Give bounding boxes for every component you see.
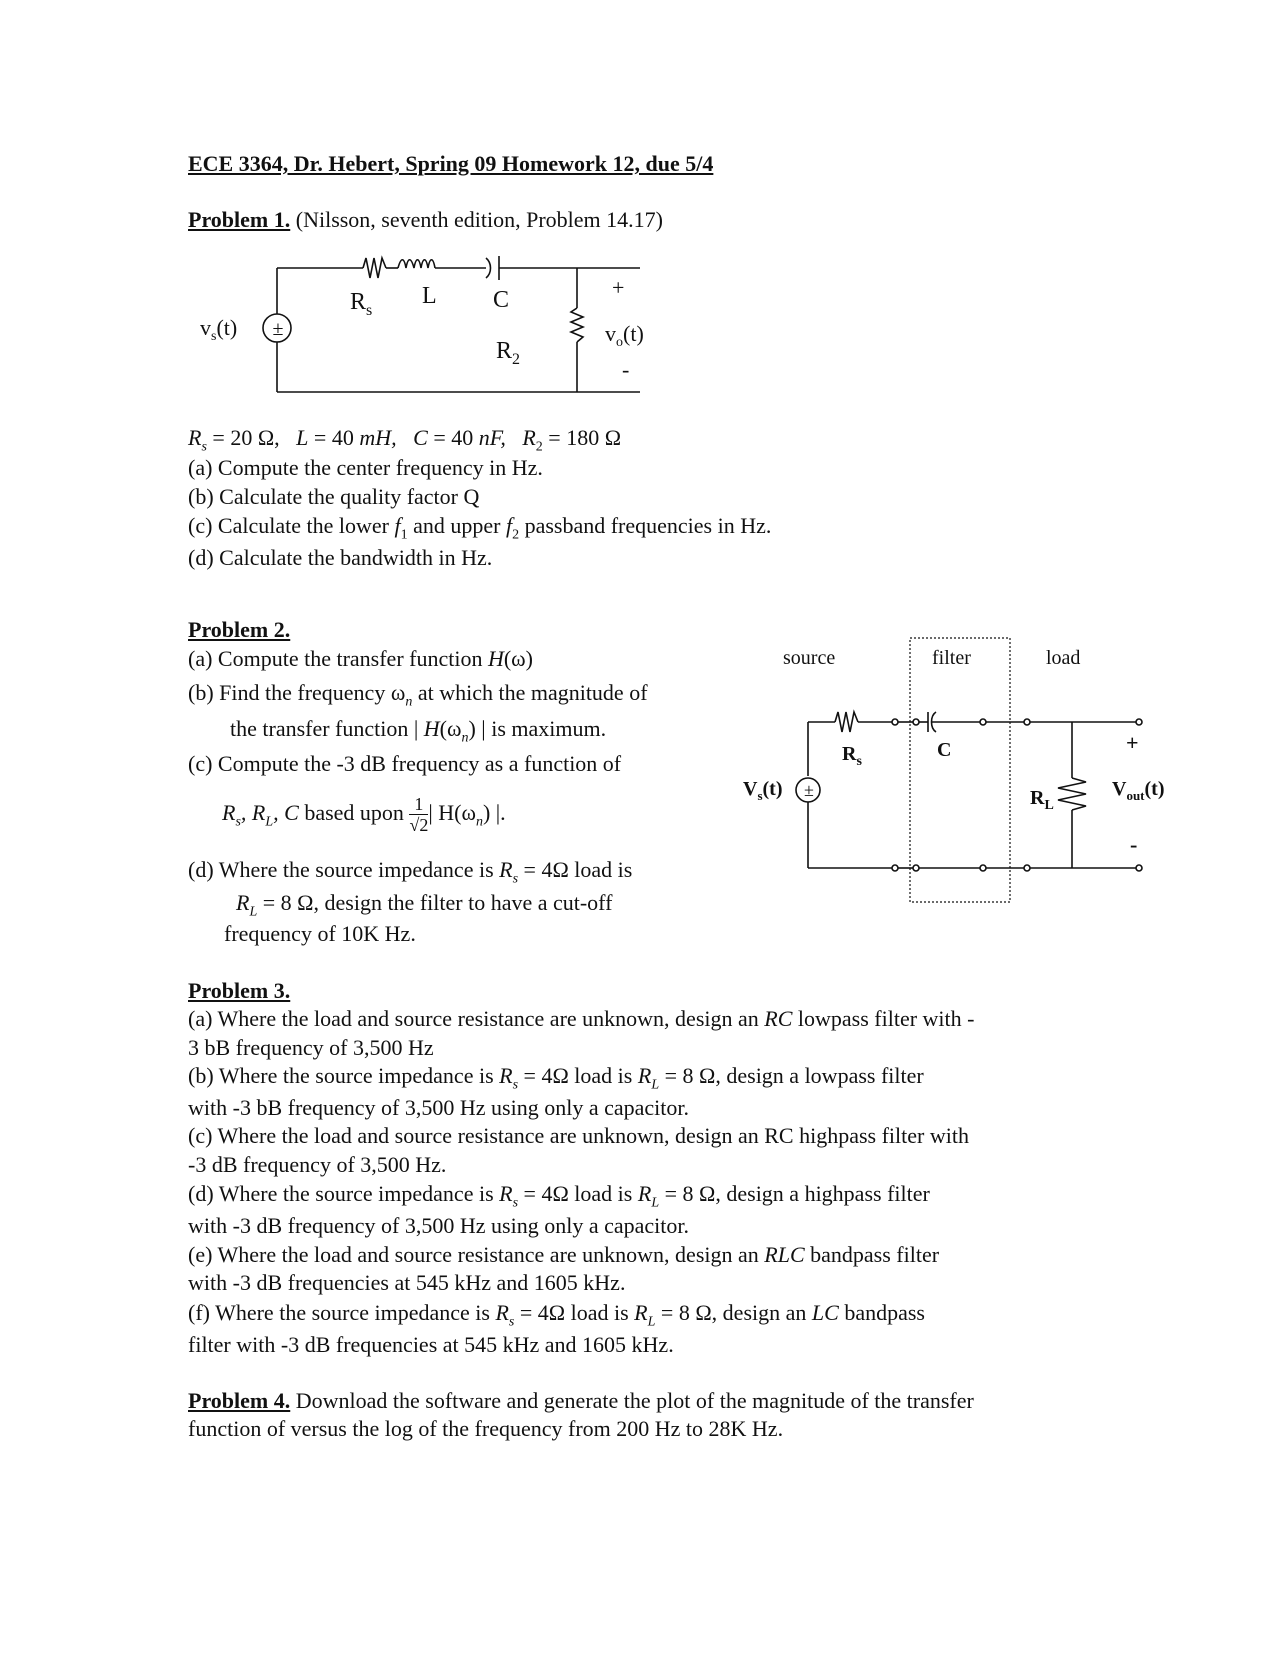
circuit-1-r2-label: $R_2$	[496, 338, 521, 368]
problem-3-part-a-cont: 3 bB frequency of 3,500 Hz	[188, 1035, 434, 1060]
svg-text:±: ±	[272, 318, 284, 340]
problem-1-part-d: (d) Calculate the bandwidth in Hz.	[188, 545, 493, 570]
circuit-2-load-label: load	[1046, 647, 1081, 669]
page-title: ECE 3364, Dr. Hebert, Spring 09 Homework 12, due 5/4	[188, 151, 714, 176]
problem-2-part-d-cont: $R_L = 8$ Ω, design the filter to have a cut-off	[236, 890, 613, 920]
problem-2-part-d: (d) Where the source impedance is $R_s = 4\Omega$ load is	[188, 857, 633, 887]
circuit-2-c-label: C	[937, 739, 952, 761]
circuit-1-c-label: C	[493, 287, 510, 313]
problem-3-part-d-cont: with -3 dB frequency of 3,500 Hz using only a capacitor.	[188, 1213, 689, 1238]
problem-2-part-c: (c) Compute the -3 dB frequency as a function of	[188, 751, 622, 776]
problem-3-part-f-cont: filter with -3 dB frequencies at 545 kHz and 1605 kHz.	[188, 1332, 674, 1357]
circuit-1-vs-label: $v_s(t)$	[200, 315, 238, 344]
problem-4-label: Problem 4.	[188, 1388, 291, 1413]
problem-1-heading	[188, 206, 663, 234]
problem-2-part-b-cont: the transfer function | $H(\omega_n)$ | is maximum.	[230, 716, 607, 746]
circuit-1-vo-label: $v_o(t)$	[605, 321, 644, 350]
problem-3-part-c-cont: -3 dB frequency of 3,500 Hz.	[188, 1152, 447, 1177]
circuit-2-rl-label: $R_L$	[1030, 787, 1054, 813]
problem-3-part-a: (a) Where the load and source resistance are unknown, design an RC lowpass filter with -	[188, 1006, 975, 1031]
svg-text:±: ±	[804, 780, 814, 800]
problem-2-part-d-cont2: frequency of 10K Hz.	[224, 921, 416, 946]
circuit-2-rs-label: $R_s$	[842, 743, 862, 769]
problem-2-label: Problem 2.	[188, 617, 291, 642]
circuit-1-l-label: L	[422, 283, 437, 309]
fraction: $\frac{1}{√2}$	[409, 794, 429, 836]
problem-3-part-b-cont: with -3 bB frequency of 3,500 Hz using only a capacitor.	[188, 1095, 689, 1120]
problem-3-part-f: (f) Where the source impedance is $R_s = 4\Omega$ load is $R_L = 8$ Ω, design an LC bandpass	[188, 1300, 925, 1330]
circuit-1-minus: -	[622, 357, 630, 382]
circuit-2-filter-label: filter	[932, 647, 971, 669]
problem-1-part-a: (a) Compute the center frequency in Hz.	[188, 455, 543, 480]
circuit-2-minus: -	[1130, 832, 1138, 857]
problem-3-part-b: (b) Where the source impedance is $R_s = 4\Omega$ load is $R_L = 8$ Ω, design a lowpass filter	[188, 1063, 924, 1093]
circuit-2-vs-label: $V_s(t)$	[743, 778, 783, 803]
problem-4-cont: function of versus the log of the frequency from 200 Hz to 28K Hz.	[188, 1416, 784, 1441]
problem-3-label: Problem 3.	[188, 978, 291, 1003]
circuit-2-source-label: source	[783, 647, 836, 669]
problem-2-part-b: (b) Find the frequency $\omega_n$ at which the magnitude of	[188, 680, 648, 710]
problem-1-label: Problem 1.	[188, 207, 291, 232]
problem-1-part-b: (b) Calculate the quality factor Q	[188, 484, 480, 509]
problem-2-part-a: (a) Compute the transfer function H(ω)	[188, 646, 533, 671]
problem-1-given: $R_s = 20$ Ω, L = 40 mH, C = 40 nF, $R_2 = 180$ Ω	[188, 425, 622, 455]
circuit-2-diagram	[740, 630, 1200, 910]
problem-3-part-c: (c) Where the load and source resistance are unknown, design an RC highpass filter with	[188, 1123, 969, 1148]
problem-3-part-e: (e) Where the load and source resistance are unknown, design an RLC bandpass filter	[188, 1242, 940, 1267]
problem-3-part-d: (d) Where the source impedance is $R_s = 4\Omega$ load is $R_L = 8$ Ω, design a highpass filter	[188, 1181, 930, 1211]
problem-2-part-c-cont: $R_s$, $R_L$, C based upon $\frac{1}{√2}$ | $H(\omega_n)$ |.	[222, 794, 506, 836]
circuit-2-plus: +	[1126, 730, 1139, 755]
problem-3-part-e-cont: with -3 dB frequencies at 545 kHz and 1605 kHz.	[188, 1270, 626, 1295]
problem-4: Problem 4. Download the software and generate the plot of the magnitude of the transfer	[188, 1388, 974, 1413]
circuit-1-diagram	[200, 245, 700, 420]
problem-1-part-c: (c) Calculate the lower $f_1$ and upper $f_2$ passband frequencies in Hz.	[188, 513, 772, 543]
circuit-1-plus: +	[612, 275, 625, 300]
circuit-1-rs-label: $R_s$	[350, 289, 373, 319]
problem-1-source: (Nilsson, seventh edition, Problem 14.17)	[290, 207, 663, 232]
circuit-2-vout-label: $V_{out}(t)$	[1112, 778, 1165, 803]
